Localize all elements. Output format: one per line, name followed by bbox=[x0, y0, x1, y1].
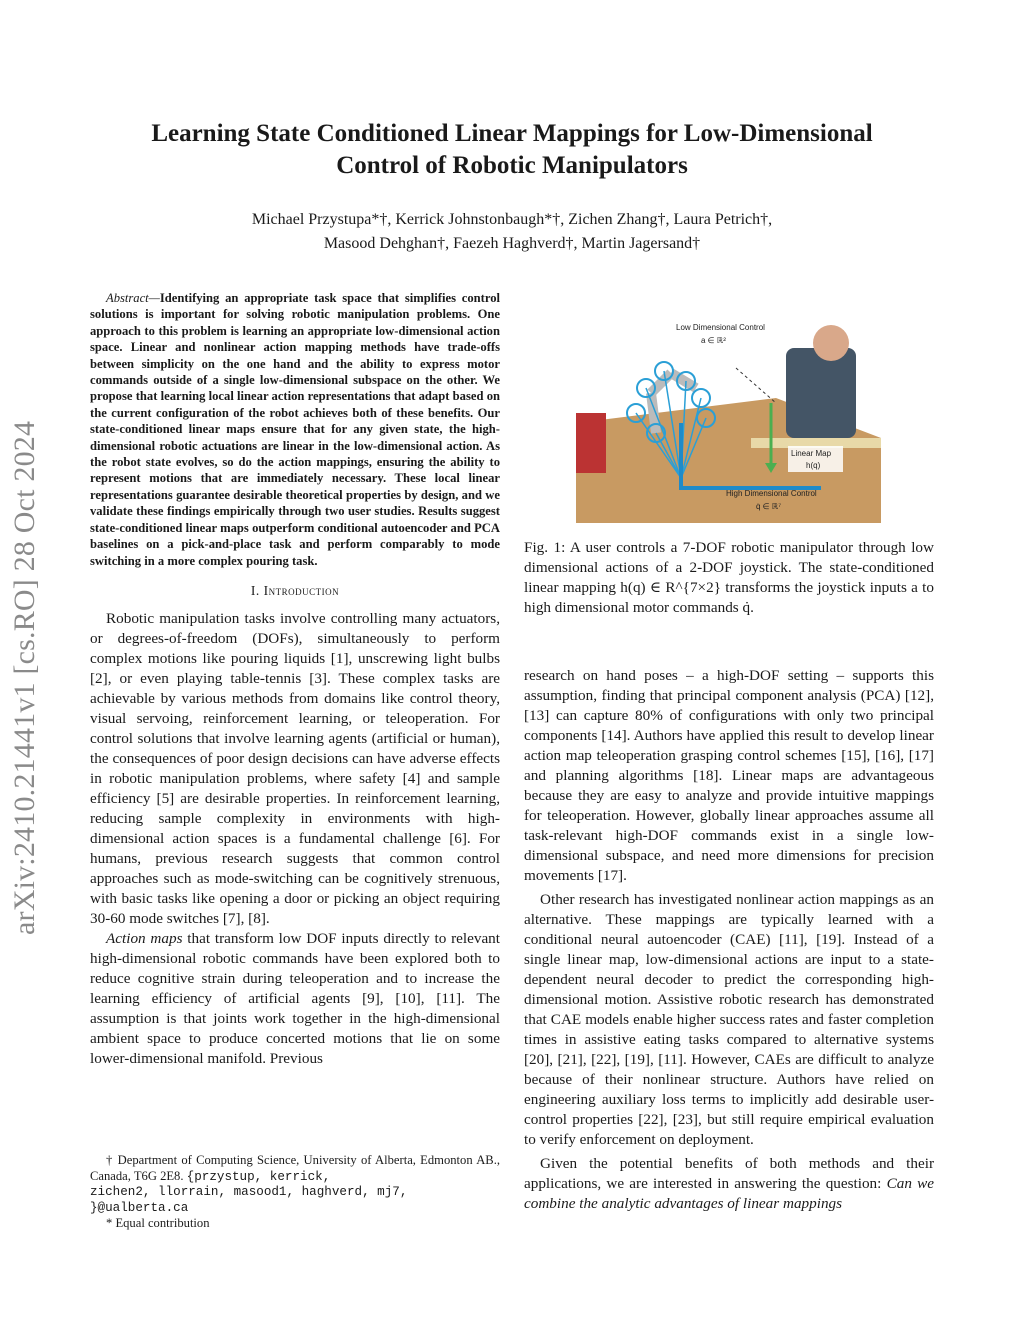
footnote-emails-1: {przystup, kerrick, bbox=[186, 1169, 331, 1184]
authors-line-2: Masood Dehghan†, Faezeh Haghverd†, Martin Jagersand† bbox=[323, 235, 701, 252]
arxiv-identifier-stamp: arXiv:2410.21441v1 [cs.RO] 28 Oct 2024 bbox=[8, 420, 41, 935]
user-figure bbox=[786, 348, 856, 438]
footnote-emails-2: zichen2, llorrain, masood1, haghverd, mj7, bbox=[90, 1185, 408, 1199]
joystick-projection-line bbox=[736, 368, 776, 403]
abstract-text: Identifying an appropriate task space that simplifies control solutions is important for solving robotic manipulation problems. One approach to this problem is learning an appropriate low-dimensional action space. Linear and nonlinear action mapping methods have trade-offs between simplicity on the one hand and the ability to express motor commands outside of a single low-dimensional subspace on the other. We propose that learning local linear action representations that adapt based on the current configuration of the robot achieves both of these benefits. Our state-conditioned linear maps ensure that for any given state, the high-dimensional robotic actuations are linear in the low-dimensional action. As the robot state evolves, so do the action mappings, ensuring the ability to represent motions that are immediately necessary. These local linear representations guarantee desirable theoretical properties by design, and we validate these findings empirically through two user studies. Results suggest state-conditioned linear maps outperform conditional autoencoder and PCA baselines on a pick-and-place task and perform comparably to mode switching in a more complex pouring task. bbox=[90, 291, 500, 568]
right-column bbox=[524, 666, 934, 1214]
footnote-affiliation bbox=[90, 1153, 500, 1185]
label-linear-map-math: h(q) bbox=[806, 461, 821, 470]
title-line-1: Learning State Conditioned Linear Mappings for Low-Dimensional bbox=[151, 120, 873, 147]
title-line-2: Control of Robotic Manipulators bbox=[336, 152, 688, 179]
label-high-dimensional-control: High Dimensional Control bbox=[726, 489, 817, 498]
right-paragraph-3 bbox=[524, 1154, 934, 1214]
footnote-emails-3: }@ualberta.ca bbox=[90, 1200, 189, 1215]
abstract bbox=[90, 290, 500, 569]
action-maps-term: Action maps bbox=[106, 929, 183, 947]
right-paragraph-3-text: Given the potential benefits of both methods and their applications, we are interested in answering the question: bbox=[524, 1155, 934, 1192]
section-heading-introduction: I. Introduction bbox=[250, 582, 340, 598]
research-question: Can we combine the analytic advantages of linear mappings bbox=[524, 1175, 934, 1212]
author-list bbox=[150, 208, 874, 256]
label-low-dimensional-math: a ∈ ℝ² bbox=[701, 336, 726, 345]
abstract-label: Abstract— bbox=[106, 291, 160, 305]
intro-paragraph-2-text: that transform low DOF inputs directly to relevant high-dimensional robotic commands have been explored both to reduce cognitive strain during teleoperation and to increase the learning efficiency of artificial agents [9], [10], [11]. The assumption is that joints work together in the high-dimensional ambient space to produce concerted motions that lie on some lower-dimensional manifold. Previous bbox=[90, 929, 500, 1067]
label-high-dimensional-math: q̇ ∈ ℝ⁷ bbox=[756, 502, 782, 511]
footnote-equal-contribution: * Equal contribution bbox=[106, 1216, 210, 1230]
label-linear-map: Linear Map bbox=[791, 449, 832, 458]
red-container bbox=[576, 413, 606, 473]
right-paragraph-1: research on hand poses – a high-DOF setting – supports this assumption, finding that principal component analysis (PCA) [12], [13] can capture 80% of configurations with only two principal components [14]. Authors have applied this result to develop linear action map teleoperation grasping control schemes [15], [16], [17] and planning algorithms [18]. Linear maps are advantageous because they are easy to analyze and provide intuitive mappings for teleoperation. However, globally linear approaches assume all task-relevant high-DOF commands exist in a single low-dimensional subspace, and need more dimensions for precision movements [17]. bbox=[524, 667, 934, 884]
footnotes bbox=[90, 1153, 500, 1232]
right-paragraph-2: Other research has investigated nonlinear action mappings as an alternative. These mappings are typically learned with a conditional neural autoencoder (CAE) [11], [19]. Instead of a single linear map, low-dimensional actions are input to a state-dependent neural decoder to predict the corresponding high-dimensional motion. Assistive robotic research has demonstrated that CAE models enable higher success rates and faster completion times in assistive eating tasks compared to alternative systems [20], [21], [22], [19], [11]. However, CAEs are difficult to analyze because of their nonlinear structure. Authors have relied on engineering auxiliary loss terms to implicitly add desirable user-control properties [22], [23], but still require empirical evaluation to verify enforcement on deployment. bbox=[524, 891, 934, 1148]
figure-1-robot-teleoperation bbox=[576, 303, 881, 523]
authors-line-1: Michael Przystupa*†, Kerrick Johnstonbaugh*†, Zichen Zhang†, Laura Petrich†, bbox=[251, 211, 773, 228]
footnote-affiliation-text: † Department of Computing Science, University of Alberta, Edmonton AB., Canada, T6G 2E8. bbox=[90, 1153, 500, 1183]
left-column bbox=[90, 290, 500, 1069]
paper-title bbox=[90, 118, 934, 182]
user-head bbox=[813, 325, 849, 361]
label-low-dimensional-control: Low Dimensional Control bbox=[676, 323, 765, 332]
intro-paragraph-2 bbox=[90, 929, 500, 1069]
intro-paragraph-1: Robotic manipulation tasks involve controlling many actuators, or degrees-of-freedom (DOFs), simultaneously to perform complex motions like pouring liquids [1], unscrewing light bulbs [2], or even playing table-tennis [3]. These complex tasks are achievable by various methods from domains like control theory, visual servoing, reinforcement learning, or teleoperation. For control solutions that involve learning agents (artificial or human), the consequences of poor design decisions can have adverse effects in robotic manipulation problems, where safety [4] and sample efficiency [5] are desirable properties. In reinforcement learning, reducing sample complexity in environments with high-dimensional action spaces is a fundamental challenge [6]. For humans, previous research suggests that common control approaches such as mode-switching can be cognitively strenuous, with basic tasks like opening a door or picking an object requiring 30-60 mode switches [7], [8]. bbox=[90, 609, 500, 927]
figure-1-caption: Fig. 1: A user controls a 7-DOF robotic manipulator through low dimensional actions of a 2-DOF joystick. The state-conditioned linear mapping h(q) ∈ R^{7×2} transforms the joystick inputs a to high dimensional motor commands q̇. bbox=[524, 539, 934, 616]
